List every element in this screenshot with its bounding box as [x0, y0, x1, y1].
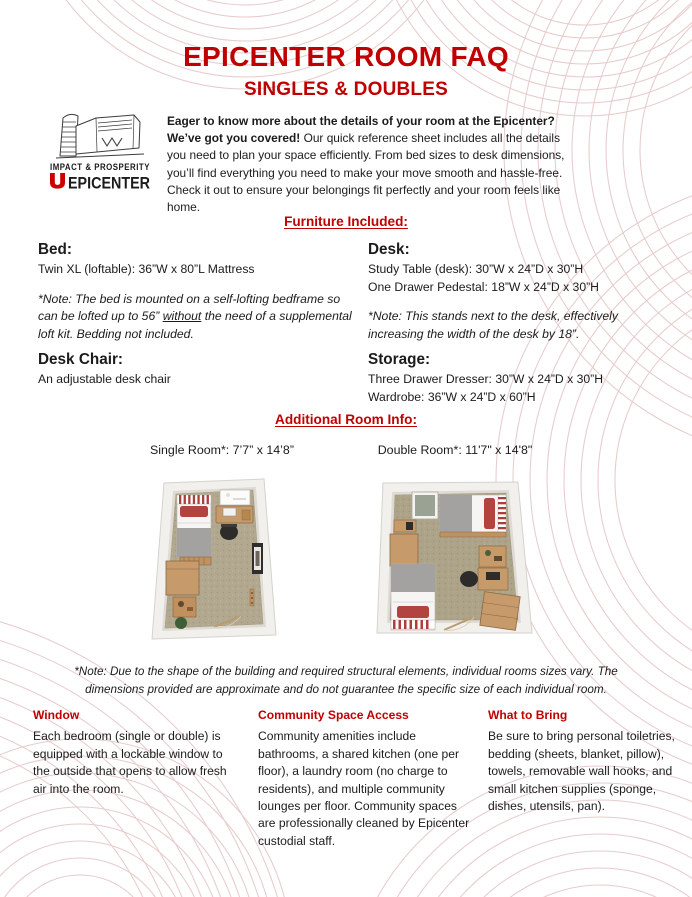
page-title: EPICENTER ROOM FAQ	[183, 41, 509, 72]
intro-body: Our quick reference sheet includes all the details you need to plan your space efficiently. From bed sizes to desk dimensions, you’ll find everything you need to make your move smooth and hassle-free. Check it out to ensure your belongings fit perfectly and your room feels like home.	[167, 131, 565, 215]
epicenter-logo	[40, 110, 158, 196]
window-heading: Window	[33, 708, 80, 722]
dresser-illustration	[480, 592, 520, 631]
left-desk-illustration	[394, 520, 416, 532]
logo-tagline: IMPACT & PROSPERITY	[50, 162, 150, 172]
bed-section	[38, 241, 362, 343]
u-block-icon	[50, 173, 65, 189]
desk-chair-spec: An adjustable desk chair	[38, 372, 171, 387]
left-wardrobe-illustration	[390, 534, 418, 566]
community-space-column	[258, 707, 472, 850]
mirror-illustration	[412, 492, 438, 519]
room-size-note: *Note: Due to the shape of the building and required structural elements, individual rooms sizes vary. The dimensions provided are approximate and do not guarantee the specific size of each individual room.	[74, 665, 618, 696]
double-room-label: Double Room*: 11'7" x 14'8"	[377, 443, 533, 457]
bed-spec: Twin XL (loftable): 36”W x 80”L Mattress	[38, 262, 255, 277]
single-room-floorplan	[150, 477, 282, 641]
what-to-bring-column	[488, 707, 686, 815]
desk-chair-title: Desk Chair:	[38, 351, 124, 368]
bed-two-illustration	[391, 564, 435, 630]
desk-section	[368, 241, 670, 343]
bed-illustration	[177, 495, 211, 565]
storage-spec-2: Wardrobe: 36”W x 24”D x 60”H	[368, 389, 536, 404]
desk-note: *Note: This stands next to the desk, effectively increasing the width of the desk by 18”.	[368, 309, 618, 341]
desk-spec-2: One Drawer Pedestal: 18”W x 24”D x 30”H	[368, 279, 599, 294]
community-space-heading: Community Space Access	[258, 708, 409, 722]
coat-hooks-illustration	[250, 589, 254, 606]
furniture-heading: Furniture Included:	[284, 214, 408, 229]
double-room-floorplan	[366, 468, 542, 644]
storage-section	[368, 351, 670, 406]
logo-brand: EPICENTER	[68, 174, 151, 193]
building-illustration	[56, 114, 144, 158]
desk-title: Desk:	[368, 241, 410, 258]
wardrobe-illustration	[166, 561, 199, 595]
intro-paragraph	[167, 113, 573, 216]
side-table-illustration	[173, 597, 196, 617]
bed-one-illustration	[440, 495, 506, 537]
community-space-body: Community amenities include bathrooms, a shared kitchen (one per floor), a laundry room (no charge to residents), and multiple community lounges per floor. Community spaces are professionally cleaned by Epicenter custodial staff.	[258, 729, 470, 848]
intro-lead: Eager to know more about the details of your room at the Epicenter? We’ve got you covered!	[167, 114, 555, 146]
storage-spec-1: Three Drawer Dresser: 30”W x 24”D x 30”H	[368, 372, 604, 387]
bed-title: Bed:	[38, 241, 72, 258]
what-to-bring-body: Be sure to bring personal toiletries, bedding (sheets, blanket, pillow), towels, removable wall hooks, and small kitchen supplies (sponge, dishes, utensils, pan).	[488, 729, 675, 814]
single-room-label: Single Room*: 7’7” x 14’8”	[150, 443, 294, 457]
window-column	[33, 707, 235, 798]
what-to-bring-heading: What to Bring	[488, 708, 568, 722]
desk-spec-1: Study Table (desk): 30”W x 24”D x 30”H	[368, 262, 584, 277]
plant-illustration	[175, 617, 187, 629]
storage-title: Storage:	[368, 351, 431, 368]
additional-info-heading: Additional Room Info:	[275, 412, 417, 427]
picture-frame-illustration	[252, 543, 263, 574]
desk-chair-section	[38, 351, 362, 389]
bed-note: *Note: The bed is mounted on a self-lofting bedframe so can be lofted up to 56” without the need of a supplemental loft kit. Bedding not included.	[38, 291, 352, 341]
page-subtitle: SINGLES & DOUBLES	[244, 79, 448, 100]
window-body: Each bedroom (single or double) is equipped with a lockable window to the outside that opens to allow fresh air into the room.	[33, 729, 227, 796]
